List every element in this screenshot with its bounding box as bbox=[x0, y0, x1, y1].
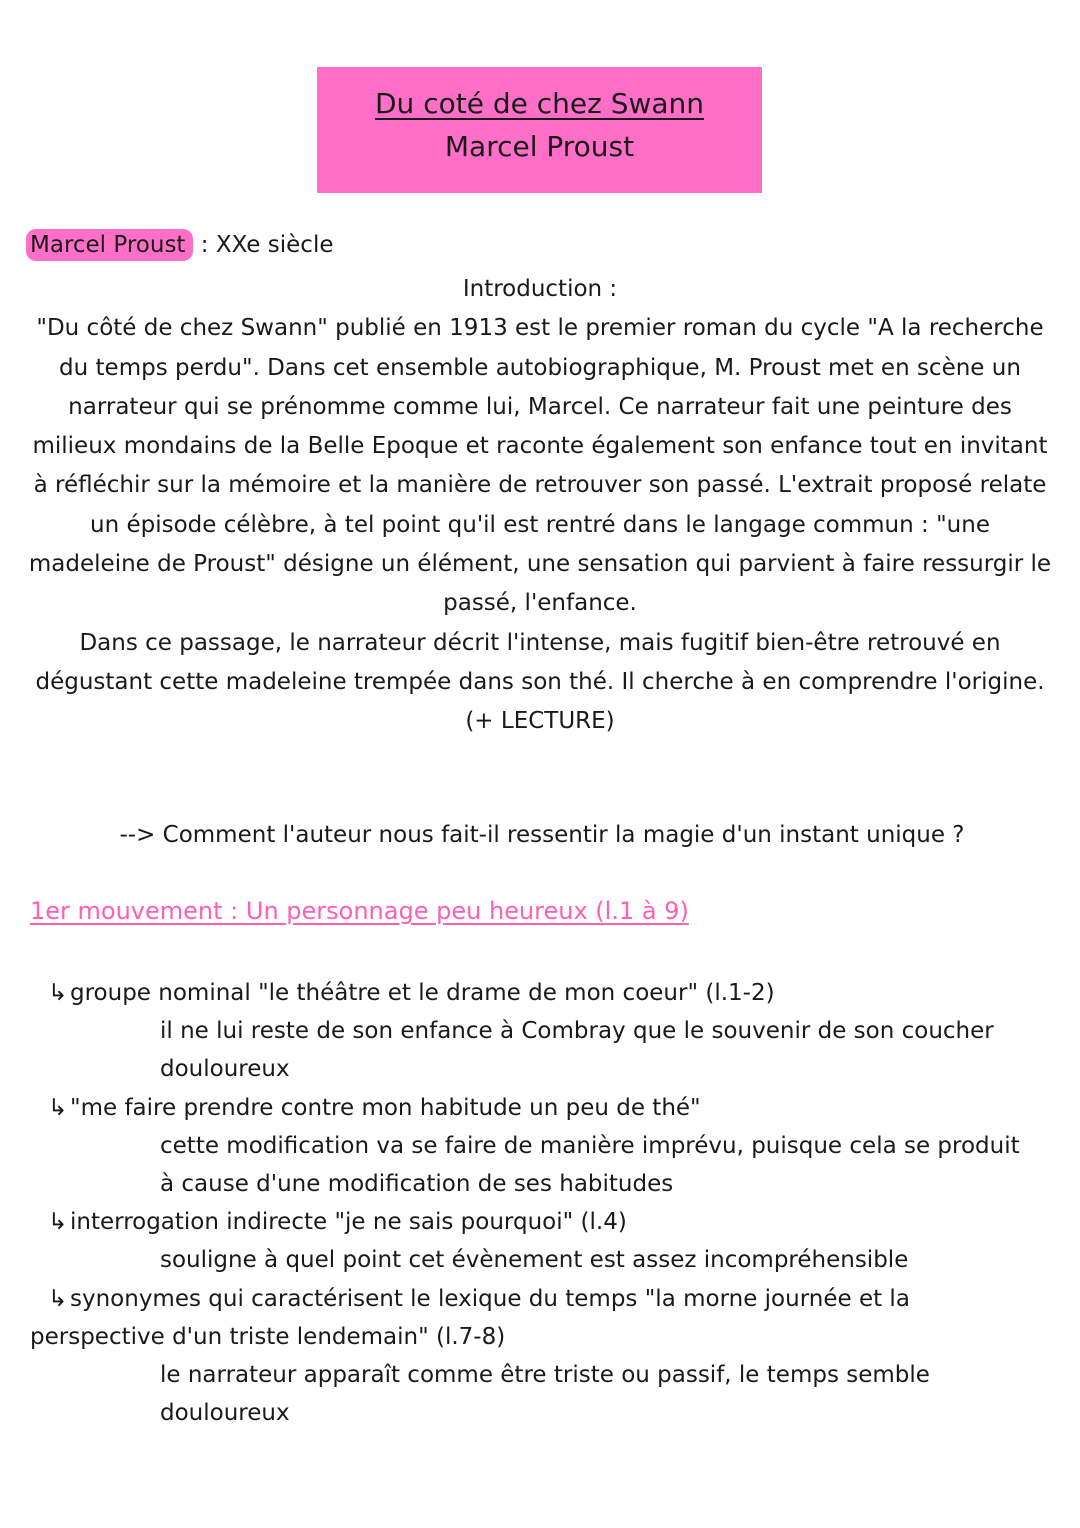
note-point bbox=[30, 1280, 1040, 1356]
note-point bbox=[30, 974, 1040, 1012]
work-title: Du coté de chez Swann bbox=[374, 87, 705, 120]
arrow-icon: ↳ bbox=[48, 1094, 68, 1121]
note-explanation: le narrateur apparaît comme être triste ou passif, le temps semble douloureux bbox=[160, 1362, 930, 1427]
movement-1-title: 1er mouvement : Un personnage peu heureux (l.1 à 9) bbox=[30, 897, 689, 925]
note-quote: interrogation indirecte "je ne sais pourquoi" (l.4) bbox=[70, 1209, 627, 1236]
author-century: XXe siècle bbox=[215, 232, 334, 258]
note-quote: groupe nominal "le théâtre et le drame de mon coeur" (l.1-2) bbox=[70, 980, 775, 1006]
note-explanation: cette modification va se faire de manière imprévu, puisque cela se produit à cause d'une modification de ses habitudes bbox=[160, 1132, 1020, 1198]
problematique: --> Comment l'auteur nous fait-il ressentir la magie d'un instant unique ? bbox=[119, 822, 965, 848]
arrow-icon: ↳ bbox=[48, 1285, 68, 1312]
introduction-paragraph-1: "Du côté de chez Swann" publié en 1913 est le premier roman du cycle "A la recherche du temps perdu". Dans cet ensemble autobiographique, M. Proust met en scène un narrateur qui se prénomme comme lui, Marcel. Ce narrateur fait une peinture des milieux mondains de la Belle Epoque et raconte également son enfance tout en invitant à réfléchir sur la mémoire et la manière de retrouver son passé. L'extrait proposé relate un épisode célèbre, à tel point qu'il est rentré dans le langage commun : "une madeleine de Proust" désigne un élément, une sensation qui parvient à faire ressurgir le passé, l'enfance. bbox=[28, 315, 1052, 617]
note-item bbox=[30, 974, 1040, 1089]
note-item bbox=[30, 1203, 1040, 1279]
note-point bbox=[30, 1089, 1040, 1127]
author-line bbox=[30, 232, 333, 258]
note-quote: "me faire prendre contre mon habitude un peu de thé" bbox=[70, 1094, 701, 1121]
note-explanation: souligne à quel point cet évènement est assez incompréhensible bbox=[160, 1247, 909, 1274]
note-item bbox=[30, 1280, 1040, 1433]
arrow-icon: ↳ bbox=[48, 1209, 68, 1236]
introduction-paragraph-2: Dans ce passage, le narrateur décrit l'intense, mais fugitif bien-être retrouvé en dégustant cette madeleine trempée dans son thé. Il cherche à en comprendre l'origine. (+ LECTURE) bbox=[35, 629, 1045, 735]
movement-1-notes bbox=[30, 974, 1040, 1432]
author-name-highlight: Marcel Proust bbox=[26, 229, 193, 261]
note-item bbox=[30, 1089, 1040, 1204]
author-separator: : bbox=[193, 232, 216, 258]
title-box bbox=[317, 67, 762, 193]
author-title: Marcel Proust bbox=[444, 130, 635, 163]
introduction-heading: Introduction : bbox=[462, 276, 618, 302]
note-explanation: il ne lui reste de son enfance à Combray que le souvenir de son coucher douloureux bbox=[160, 1018, 994, 1083]
note-point bbox=[30, 1203, 1040, 1241]
arrow-icon: ↳ bbox=[48, 980, 68, 1006]
introduction-section bbox=[28, 270, 1052, 742]
note-quote: synonymes qui caractérisent le lexique du temps "la morne journée et la perspective d'un triste lendemain" (l.7-8) bbox=[30, 1285, 910, 1350]
